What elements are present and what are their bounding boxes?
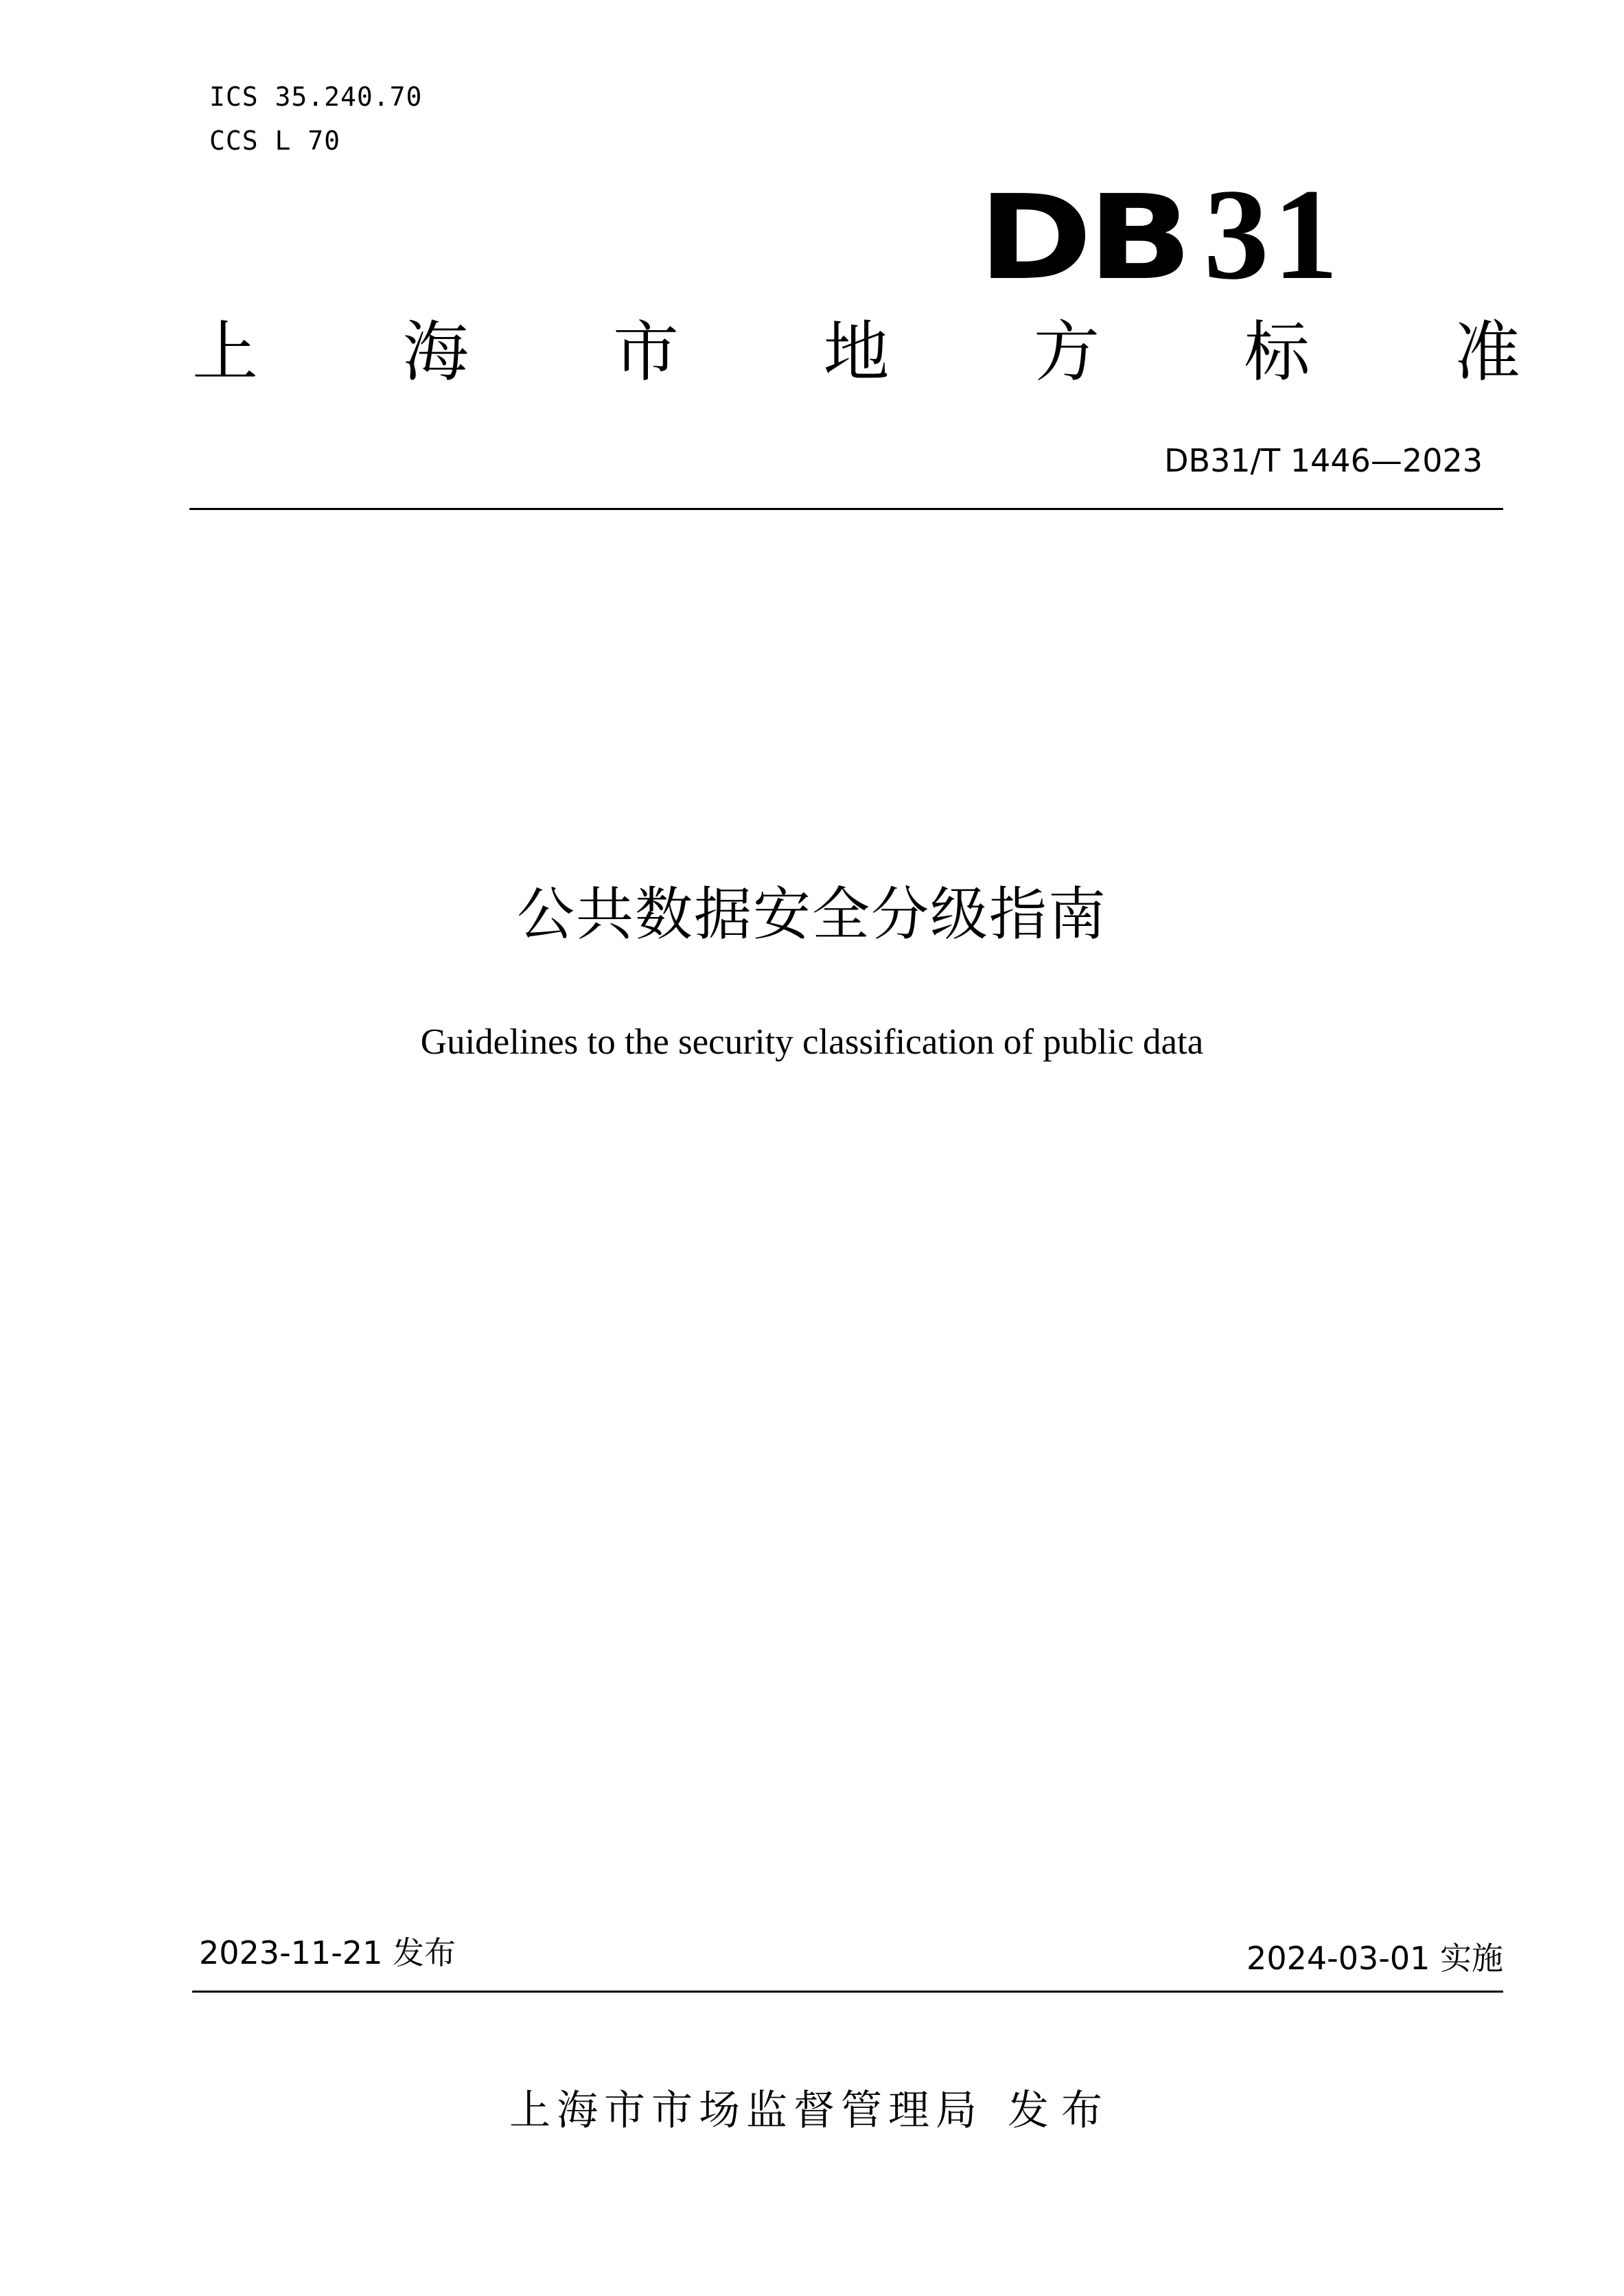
standard-type-char: 市 (613, 314, 679, 391)
db31-logo (978, 163, 1383, 307)
document-title-chinese: 公共数据安全分级指南 (516, 881, 1107, 948)
ics-code: ICS 35.240.70 (209, 82, 423, 112)
top-divider (189, 508, 1503, 510)
publish-date: 2023-11-21 发布 (199, 1934, 456, 1971)
logo-number: 31 (1203, 163, 1343, 307)
standard-type-char: 上 (192, 314, 258, 391)
publisher-action: 发布 (1008, 2087, 1115, 2135)
standard-number: DB31/T 1446—2023 (1164, 442, 1483, 479)
standard-type-char: 方 (1034, 314, 1100, 391)
publisher-line (0, 2087, 1624, 2135)
ccs-code: CCS L 70 (209, 126, 341, 156)
standard-type-char: 地 (823, 314, 890, 391)
implementation-date: 2024-03-01 实施 (1246, 1940, 1503, 1977)
standard-type-heading (192, 314, 1520, 390)
bottom-divider (192, 1991, 1503, 1993)
document-title-english: Guidelines to the security classification of public data (420, 1022, 1204, 1062)
standard-type-char: 标 (1244, 314, 1310, 391)
standard-type-char: 准 (1454, 314, 1520, 391)
logo-prefix: DB (978, 170, 1188, 306)
standard-type-char: 海 (402, 314, 469, 391)
publisher-organization: 上海市市场监督管理局 (509, 2087, 983, 2135)
